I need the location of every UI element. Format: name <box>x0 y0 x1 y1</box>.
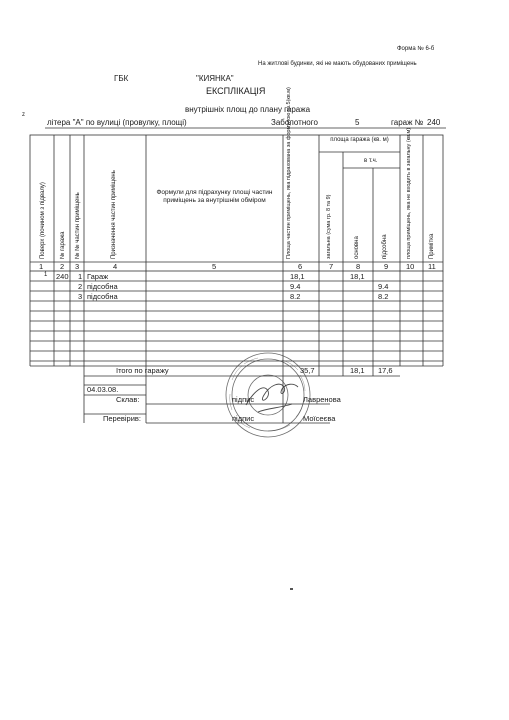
row-purpose: Гараж <box>87 272 109 281</box>
checked-name: Моїсеєва <box>303 414 336 423</box>
totals-label: Ітого по гаражу <box>116 366 169 375</box>
column-number: 6 <box>298 262 303 271</box>
column-number: 1 <box>39 262 44 271</box>
page-title: ЕКСПЛІКАЦІЯ <box>206 86 266 96</box>
scan-dot <box>290 588 293 590</box>
form-number: Форма № 6-б <box>397 46 435 52</box>
row-purpose: підсобна <box>87 282 118 291</box>
document-date: 04.03.08. <box>87 385 119 394</box>
row-aux: 9.4 <box>378 282 389 291</box>
col-header-area-formula: Площа частин приміщень, яка підрахована за формулою гр.5(кв.м) <box>286 87 292 259</box>
col-header-incl: в т.ч. <box>364 158 378 164</box>
composed-sign-label: підпис <box>232 395 255 404</box>
house-number: 5 <box>355 118 360 127</box>
garage-number: 240 <box>427 118 441 127</box>
col-header-floor: Поверх (почином з підвалу) <box>40 182 46 259</box>
letter-street-label: літера "А" по вулиці (провулку, площі) <box>47 118 187 127</box>
column-number: 5 <box>212 262 217 271</box>
col-header-note: Примітка <box>429 233 435 259</box>
row-part-no: 1 <box>78 272 83 281</box>
row-aux: 8.2 <box>378 292 389 301</box>
form-subtitle: На житлові будинки, які не мають обудованих приміщень <box>258 61 417 67</box>
col-header-total: загальна (сума гр. 8 та 9) <box>326 194 332 259</box>
composed-name: Лавренова <box>303 395 341 404</box>
column-number: 7 <box>329 262 334 271</box>
row-main: 18,1 <box>350 272 365 281</box>
column-number: 8 <box>356 262 361 271</box>
col-header-garage-no: № гаража <box>60 231 66 259</box>
column-number: 4 <box>113 262 118 271</box>
org-name: "КИЯНКА" <box>196 74 234 83</box>
row-area: 9.4 <box>290 282 301 291</box>
garage-number-label: гараж № <box>391 118 424 127</box>
row-garage-no: 240 <box>56 272 69 281</box>
totals-aux: 17,6 <box>378 366 393 375</box>
composed-label: Склав: <box>116 395 140 404</box>
row-area: 18,1 <box>290 272 305 281</box>
col-header-purpose: Призначення частин приміщень <box>111 170 117 259</box>
title-line-2: внутрішніх площ до плану гаража <box>185 105 311 114</box>
col-header-aux: підсобна <box>382 234 388 259</box>
signature-scribble <box>246 384 298 412</box>
row-part-no: 3 <box>78 292 83 301</box>
col-header-garage-area: площа гаража (кв. м) <box>330 137 389 143</box>
column-number: 9 <box>384 262 389 271</box>
column-number: 2 <box>60 262 65 271</box>
street-name: Заболотного <box>271 118 318 127</box>
row-floor: 1 <box>44 272 48 278</box>
col-header-excluded-area: площа приміщень, яка не входить в загальну (кв.м) <box>406 127 412 259</box>
row-area: 8.2 <box>290 292 301 301</box>
col-header-part-no: № № частин приміщень <box>75 192 81 259</box>
col-header-formulas: Формули для підрахунку площі частин приміщень за внутрішнім обміром <box>156 189 273 204</box>
column-number: 3 <box>75 262 80 271</box>
checked-sign-label: підпис <box>232 414 255 423</box>
org-label: ГБК <box>114 74 129 83</box>
row-part-no: 2 <box>78 282 83 291</box>
checked-label: Перевірив: <box>103 414 141 423</box>
totals-main: 18,1 <box>350 366 365 375</box>
column-number: 11 <box>428 262 436 271</box>
column-number: 10 <box>406 262 415 271</box>
left-mark: z <box>22 112 25 118</box>
totals-area: 35,7 <box>300 366 315 375</box>
row-purpose: підсобна <box>87 292 118 301</box>
col-header-main: основна <box>354 236 360 259</box>
